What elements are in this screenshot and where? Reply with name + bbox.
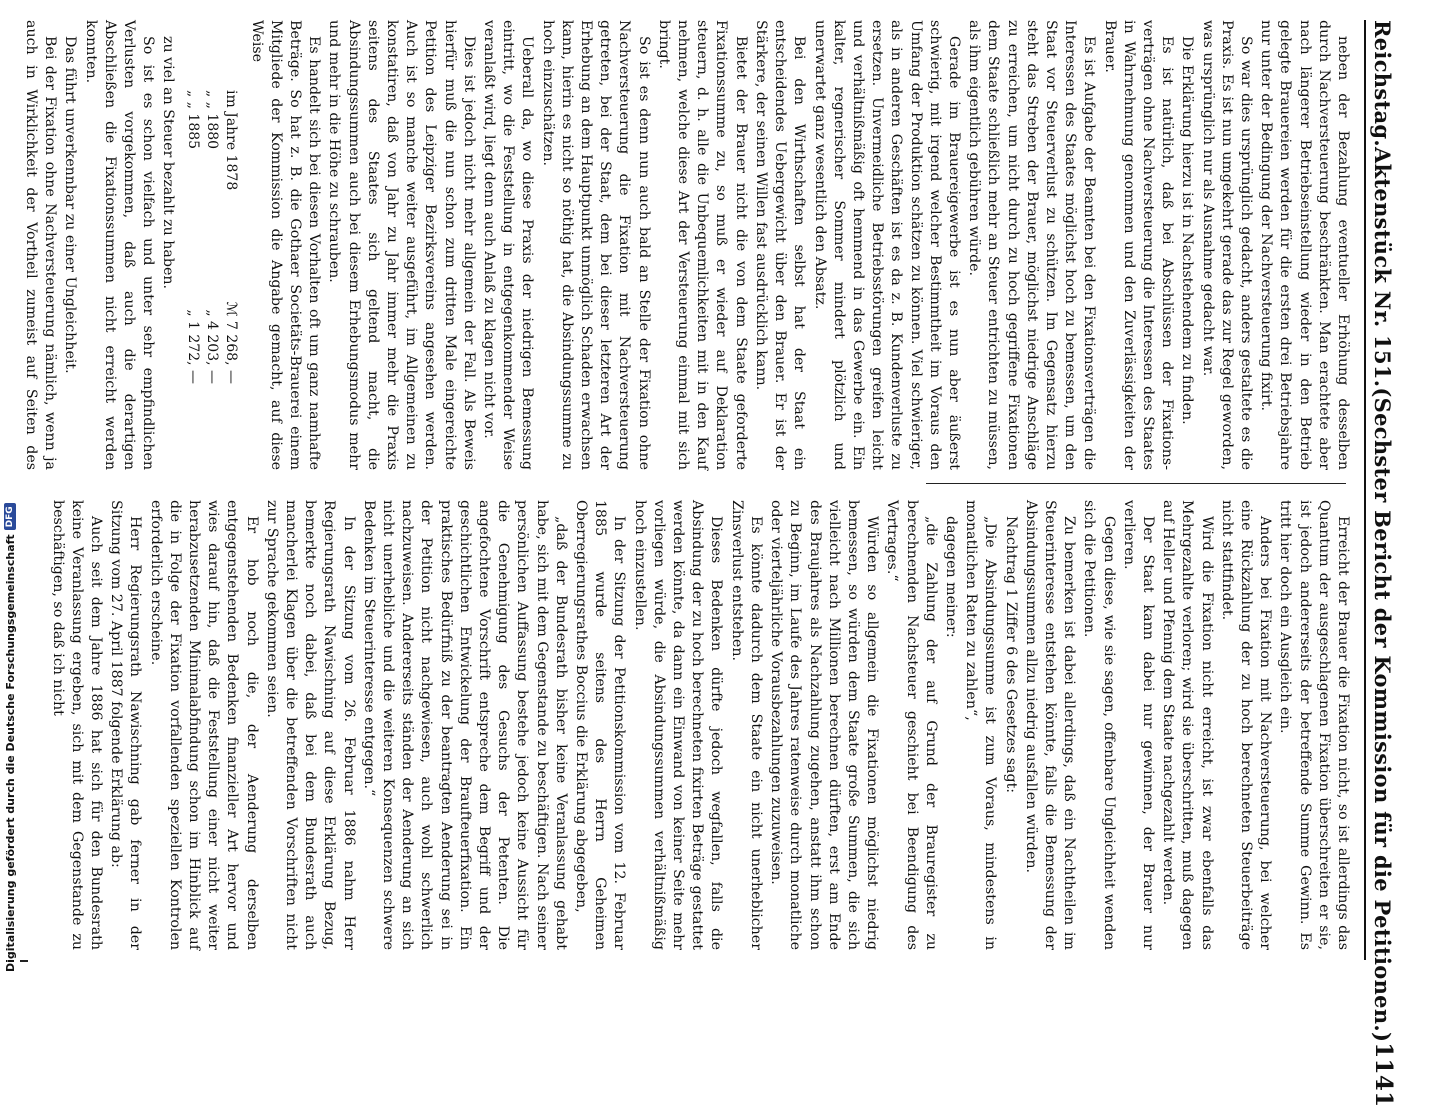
paragraph: Bei der Fixation ohne Nachversteuerung nämlich, wenn ja auch in Wirklichkeit der Vortheil zumeist auf Seiten des <box>23 20 59 470</box>
table-year: im Jahre 1878 <box>223 90 240 191</box>
paragraph: Würden so allgemein die Fixationen möglichst niedrig bemessen, so würden dem Staate große Summen, die sich vielleicht nach Millionen berechnen dürften, erst am Ende des Braujahres als Nachzahlung zugehen, anstatt ihm schon zu Beginn, im Laufe des Jahres ratenweise durch monatliche oder vierteljährliche Vorausbezahlungen zuzuweisen. <box>768 500 881 950</box>
column-separator <box>926 483 1346 484</box>
paragraph: Der Staat kann dabei nur gewinnen, der Brauer nur verlieren. <box>1120 500 1156 950</box>
paragraph: Nachtrag 1 Ziffer 6 des Gesetzes sagt: <box>1002 516 1019 794</box>
paragraph: Das führt unverkennbar zu einer Ungleichheit. <box>62 36 79 374</box>
paragraph: Auch seit dem Jahre 1886 hat sich für den Bundesrath keine Veranlassung ergeben, sich mit dem Gegenstande zu beschäftigen, so daß ich nicht <box>49 500 104 950</box>
paragraph: dagegen meiner: <box>942 516 959 638</box>
right-column-paragraphs <box>47 500 1352 950</box>
paragraph: Es ist Aufgabe der Beamten bei den Fixationsverträgen die Interessen des Staates möglichst hoch zu bemessen, um den Staat vor Steuerverlust zu schützen. Im Gegensatz hierzu steht das Streben der Brauer, möglichst niedrige Anschläge zu erreichen, um nicht durch zu hoch gegriffene Fixationen dem Staate schließlich mehr an Steuer entrichten zu müssen, als ihm eigentlich gebühren würde. <box>966 20 1098 470</box>
header-rule <box>1364 20 1366 960</box>
page-header <box>1370 20 1410 1107</box>
table-amount: „ 1 272, — <box>185 309 202 384</box>
paragraph: Gegen diese, wie sie sagen, offenbare Ungleichheit wenden sich die Petitionen. <box>1081 500 1117 950</box>
paragraph: Dies ist jedoch nicht mehr allgemein der Fall. Als Beweis hierfür muß die nun schon zum dritten Male eingereichte Petition des Leipziger Bezirksvereins angesehen werden. Auch ist so manche weiter ausgeführt, im Allgemeinen zu konstatiren, daß von Jahr zu Jahr immer mehr die Praxis seitens des Staates sich geltend macht, die Absindungssummen auch bei diesem Erhebungsmodus mehr und mehr in die Höhe zu schrauben. <box>326 20 477 470</box>
header-report-title: (Sechster Bericht der Kommission für die Petitionen.) <box>1370 387 1395 1043</box>
header-left: Reichstag. <box>1370 20 1395 147</box>
digitization-sidebar <box>0 0 20 1000</box>
credit-text: Digitalisierung gefördert durch die Deutsche Forschungsgemeinschaft <box>3 534 17 972</box>
paragraph: Wird die Fixation nicht erreicht, ist zwar ebenfalls das Mehrgezahlte verloren; wird sie überschritten, muß dagegen auf Heller und Pfennig dem Staate nachgezahlt werden. <box>1160 500 1215 950</box>
table-year: „ „ 1880 <box>204 90 221 150</box>
paragraph: Es ist natürlich, daß bei Abschlüssen der Fixations-verträgen ohne Nachversteuerung die Interessen des Staates in Wahrnehmung genommen und den Zuverlässigkeiten der Brauer. <box>1101 20 1176 470</box>
paragraph: So ist es denn nun auch bald an Stelle der Fixation ohne Nachversteuerung die Fixation mit Nachversteuerung getreten, bei der Staat, dem bei dieser letzteren Art der Erhebung an dem Hauptpunkt unmöglich Schaden erwachsen kann, hierin es nicht so nöthig hat, die Absindungssumme zu hoch einzuschätzen. <box>539 20 652 470</box>
table-row <box>183 90 202 470</box>
paragraph: Erreicht der Brauer die Fixation nicht, so ist allerdings das Quantum der ausgeschlagenen Fixation überschreiten er sie, ist jedoch andererseits der betreffende Summe Gewinn. Es tritt hier doch ein Ausgleich ein. <box>1277 500 1351 950</box>
paragraph: Er hob noch die, der Aenderung derselben entgegenstehenden Bedenken finanzieller Art hervor und wies darauf hin, daß die Feststellung einer nicht weiter herabzusetzenden Minimalabfindung schon im Hinblick auf die in Folge der Fixation vorfallenden speziellen Kontrolen erforderlich erscheine. <box>147 500 260 950</box>
page-number: 1141 <box>1370 1042 1397 1107</box>
table-year: „ „ 1885 <box>185 90 202 150</box>
paragraph: Es könnte dadurch dem Staate ein nicht unerheblicher Zinsverlust entstehen. <box>728 500 764 950</box>
paragraph: Ueberall da, wo diese Praxis der niedrigen Bemessung eintritt, wo die Feststellung in entgegenkommender Weise veranlaßt wird, liegt denn auch Anlaß zu klagen nicht vor. <box>481 20 536 470</box>
right-column <box>12 500 1352 950</box>
paragraph: Dieses Bedenken dürfte jedoch wegfallen, falls die Absindung der zu hoch berechneten fixirten Beträge gestattet werden könnte, da dann ein Einwand von keiner Seite mehr vorliegen würde, die Absindungssummen verhältnißmäßig hoch einzustellen. <box>631 500 725 950</box>
paragraph: In der Sitzung vom 26. Februar 1886 nahm Herr Regierungsrath Nawischning auf diese Erklärung Bezug, bemerkte noch dabei, daß bei dem Bundesrath auch mancherlei Klagen über die betreffenden Vorschriften nicht zur Sprache gekommen seien. <box>263 500 357 950</box>
paragraph: Gerade im Brauereigewerbe ist es nun aber äußerst schwierig, mit irgend welcher Bestimmtheit im Voraus den Umfang der Produktion schätzen zu können. Viel schwieriger, als in anderen Geschäften ist es da z. B. Kundenverluste zu ersetzen. Unvermeidliche Betriebsstörungen greifen leicht und verhältnißmäßig oft hemmend in das Gewerbe ein. Ein kalter, regnerischer Sommer mindert plötzlich und unerwartet ganz wesentlich den Absatz. <box>811 20 962 470</box>
paragraph: neben der Bezahlung eventueller Erhöhung desselben durch Nachversteuerung beschränkten. Man erachtete aber nach längerer Betriebseinstellung wieder in den Betrieb gelegte Brauereien werden für die ersten drei Betriebsjahre nur unter der Bedingung der Nachversteuerung fixirt. <box>1258 20 1351 470</box>
paragraph: In der Sitzung der Petitionskommission vom 12. Februar 1885 wurde seitens des Herrn Geheimen Oberregierungsrathes Boccius die Erklärung abgegeben, <box>573 500 628 950</box>
paragraph: So war dies ursprünglich gedacht, anders gestaltete es die Praxis. Es ist nun umgekehrt gerade das zur Regel geworden, was ursprünglich nur als Ausnahme gedacht war. <box>1199 20 1254 470</box>
paragraph: Bietet der Brauer nicht die von dem Staate geforderte Fixationssumme zu, so muß er wieder auf Deklaration steuern, d. h. alle die Unbequemlichkeiten mit in den Kauf nehmen, welche diese Art der Versteuerung einmal mit sich bringt. <box>655 20 749 470</box>
table-row <box>221 90 240 470</box>
paragraph: Herr Regierungsrath Nawischning gab ferner in der Sitzung vom 27. April 1887 folgende Erklärung ab: <box>108 500 144 950</box>
paragraph: „daß der Bundesrath bisher keine Veranlassung gehabt habe, sich mit dem Gegenstande zu beschäftigen. Nach seiner persönlichen Auffassung bestehe jedoch keine Aussicht für die Genehmigung des Gesuchs der Petenten. Die angefochtene Vorschrift entspreche dem Begriff und der geschichtlichen Entwickelung der Braufteuerfixation. Ein praktisches Bedürfniß zu der beantragten Aenderung sei in der Petition nicht nachgewiesen, auch wohl schwerlich nachzuweisen. Andererseits ständen der Aenderung an sich nicht unerhebliche und die weiteren Konsequenzen schwere Bedenken im Steuerinteresse entgegen.“ <box>360 500 569 950</box>
paragraph: Bei den Wirthschaften selbst hat der Staat ein entscheidendes Uebergewicht über den Brauer. Er ist der Stärkere, der seinen Willen fast ausdrücklich kann. <box>752 20 808 470</box>
left-column-paragraphs-continued <box>0 20 177 470</box>
tax-amounts-table <box>183 90 240 470</box>
paragraph: zu viel an Steuer bezahlt zu haben. <box>160 36 177 290</box>
table-amount: „ 4 203, — <box>204 309 221 384</box>
paragraph: Es handelt sich bei diesen Vorhalten oft um ganz namhafte Beträge. So hat z. B. die Gothaer Societäts-Brauerei einem Mitgliede der Kommission die Angabe gemacht, auf diese Weise <box>248 20 323 470</box>
digitization-credit <box>0 0 20 1000</box>
left-column-paragraphs <box>246 20 1352 470</box>
header-document-number: Aktenstück Nr. 151. <box>1370 146 1395 388</box>
table-row <box>202 90 221 470</box>
paragraph: So ist es schon vielfach und unter sehr empfindlichen Verlusten vorgekommen, daß auch die derartigen Abschließen die Fixationssummen nicht erreicht werden konnten. <box>82 20 157 470</box>
paragraph: Anders bei Fixation mit Nachversteuerung, bei welcher eine Rückzahlung der zu hoch berechneten Steuerbeiträge nicht stattfindet. <box>1218 500 1274 950</box>
dfg-logo: DFG <box>4 503 16 530</box>
paragraph: „die Zahlung der auf Grund der Brauregister zu berechnenden Nachsteuer geschieht bei Beendigung des Vertrages.“ <box>884 500 939 950</box>
paragraph: Die Erklärung hierzu ist in Nachstehendem zu finden. <box>1179 36 1196 425</box>
paragraph: Zu bemerken ist dabei allerdings, daß ein Nachtheilen im Steuerinteresse entstehen könnte, falls die Bemessung der Absindungssummen allzu niedrig ausfallen würden. <box>1022 500 1078 950</box>
paragraph: „Die Absindungssumme ist zum Voraus, mindestens in monatlichen Raten zu zahlen“, <box>963 500 999 950</box>
left-column <box>12 20 1352 470</box>
table-amount: ℳ 7 268, — <box>223 301 240 384</box>
